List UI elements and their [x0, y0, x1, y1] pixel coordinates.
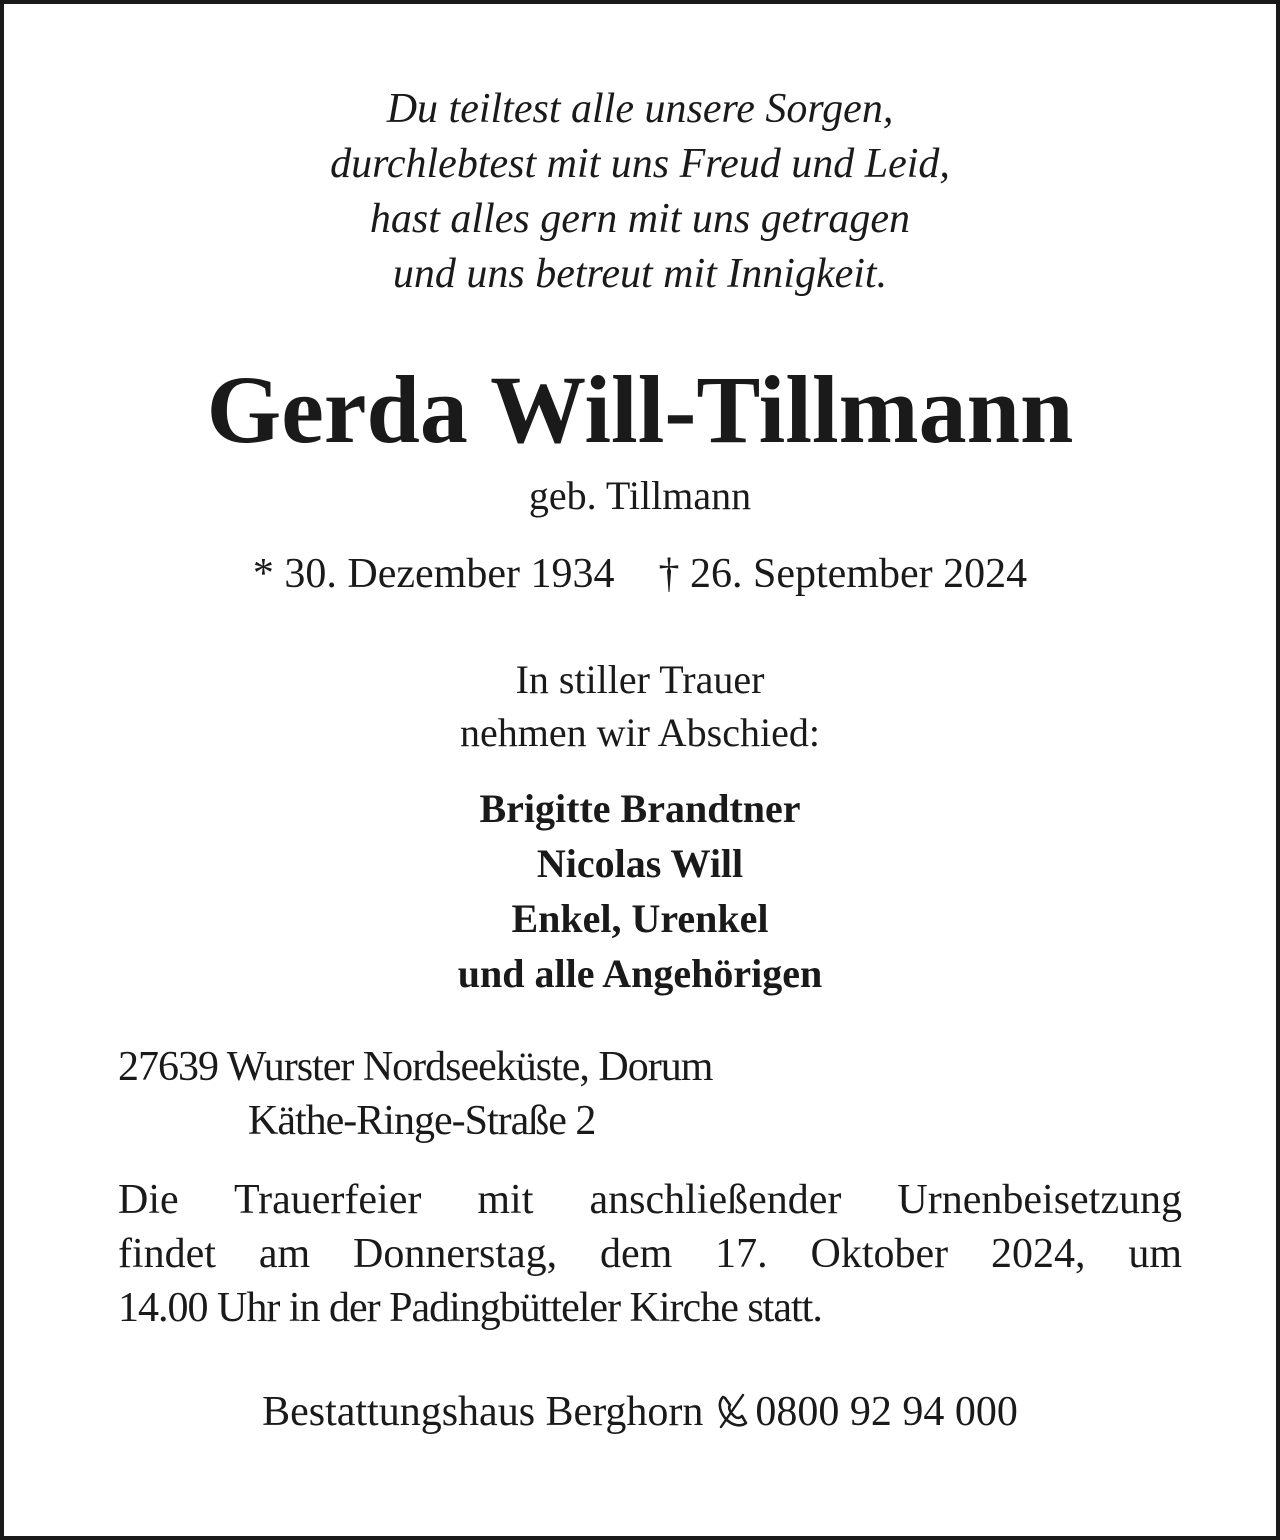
- ceremony-line: 14.00 Uhr in der Padingbütteler Kirche statt.: [118, 1285, 822, 1331]
- poem-verse: [0, 82, 1280, 302]
- funeral-home: [0, 1384, 1280, 1440]
- ceremony-line: findet am Donnerstag, dem 17. Oktober 2024, um: [118, 1231, 1182, 1277]
- poem-line: durchlebtest mit uns Freud und Leid,: [330, 141, 950, 187]
- funeral-home-phone: 0800 92 94 000: [755, 1389, 1018, 1435]
- phone-icon: [713, 1390, 753, 1430]
- birth-date: * 30. Dezember 1934: [252, 551, 615, 597]
- birth-name: geb. Tillmann: [528, 473, 752, 518]
- mourning-text: [0, 653, 1280, 759]
- death-date: † 26. September 2024: [658, 551, 1028, 597]
- life-dates: [0, 546, 1280, 602]
- family-member: Brigitte Brandtner: [479, 786, 801, 831]
- ceremony-line: Die Trauerfeier mit anschließender Urnenbeisetzung: [118, 1177, 1182, 1223]
- poem-line: und uns betreut mit Innigkeit.: [392, 251, 888, 297]
- ceremony-text: [118, 1173, 1182, 1335]
- family-member: Nicolas Will: [536, 841, 744, 886]
- mourning-line: In stiller Trauer: [515, 657, 765, 702]
- poem-line: hast alles gern mit uns getragen: [369, 196, 911, 242]
- deceased-name: Gerda Will-Tillmann: [206, 356, 1074, 463]
- family-member: Enkel, Urenkel: [511, 896, 769, 941]
- funeral-home-name: Bestattungshaus Berghorn: [262, 1389, 704, 1435]
- family-list: [0, 781, 1280, 1001]
- family-member: und alle Angehörigen: [457, 951, 823, 996]
- poem-line: Du teiltest alle unsere Sorgen,: [386, 86, 894, 132]
- address-city: 27639 Wurster Nordseeküste, Dorum: [118, 1044, 713, 1090]
- mourning-line: nehmen wir Abschied:: [460, 710, 820, 755]
- address-block: [118, 1040, 712, 1148]
- address-street: Käthe-Ringe-Straße 2: [248, 1098, 596, 1144]
